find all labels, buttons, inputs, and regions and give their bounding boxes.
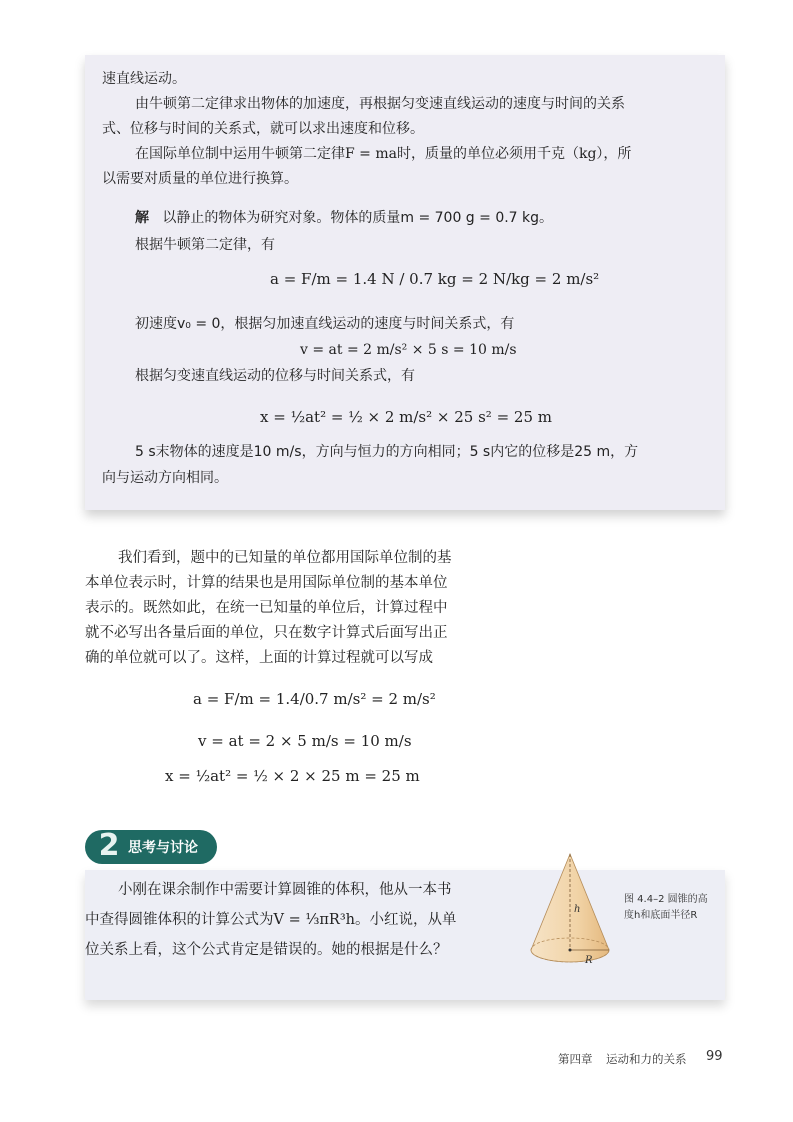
page-number: 99 [706, 1049, 723, 1064]
cone-figure [525, 850, 615, 975]
solution-label: 解 [135, 210, 149, 226]
example-line-4: 在国际单位制中运用牛顿第二定律F = ma时，质量的单位必须用千克（kg），所 [135, 146, 632, 162]
body-line-2: 本单位表示时，计算的结果也是用国际单位制的基本单位 [85, 575, 448, 591]
example-line-1: 速直线运动。 [102, 71, 186, 87]
figure-caption: 图 4.4–2 圆锥的高度h和底面半径R [624, 894, 708, 921]
equation-acceleration: a = F/m = 1.4 N / 0.7 kg = 2 N/kg = 2 m/s² [270, 270, 600, 288]
body-line-4: 就不必写出各量后面的单位，只在数字计算式后面写出正 [85, 625, 448, 641]
footer-chapter-title: 运动和力的关系 [606, 1052, 687, 1066]
conclusion-line-1: 5 s末物体的速度是10 m/s，方向与恒力的方向相同；5 s内它的位移是25 m，方 [135, 444, 639, 460]
equation-velocity: v = at = 2 m/s² × 5 s = 10 m/s [300, 342, 517, 358]
example-line-2: 由牛顿第二定律求出物体的加速度，再根据匀变速直线运动的速度与时间的关系 [135, 96, 625, 112]
v0-line: 初速度v₀ = 0，根据匀加速直线运动的速度与时间关系式，有 [135, 316, 515, 332]
cone-radius-label: R [585, 955, 593, 966]
displacement-line: 根据匀变速直线运动的位移与时间关系式，有 [135, 368, 415, 384]
equation-acceleration-simplified: a = F/m = 1.4/0.7 m/s² = 2 m/s² [193, 690, 436, 708]
body-line-5: 确的单位就可以了。这样，上面的计算过程就可以写成 [85, 650, 433, 666]
body-line-1: 我们看到，题中的已知量的单位都用国际单位制的基 [118, 550, 452, 566]
solution-line [135, 208, 553, 228]
discussion-line-3: 位关系上看，这个公式肯定是错误的。她的根据是什么？ [85, 942, 448, 958]
discussion-title: 思考与讨论 [128, 840, 198, 856]
equation-displacement-simplified: x = ½at² = ½ × 2 × 25 m = 25 m [165, 767, 420, 785]
equation-displacement: x = ½at² = ½ × 2 m/s² × 25 s² = 25 m [260, 408, 552, 426]
solution-text: 以静止的物体为研究对象。物体的质量m = 700 g = 0.7 kg。 [162, 210, 554, 226]
example-line-3: 式、位移与时间的关系式，就可以求出速度和位移。 [102, 121, 424, 137]
footer-chapter: 第四章 [558, 1052, 593, 1066]
discussion-line-2: 中查得圆锥体积的计算公式为V = ⅓πR³h。小红说，从单 [85, 912, 457, 928]
discussion-line-1: 小刚在课余制作中需要计算圆锥的体积，他从一本书 [118, 882, 452, 898]
cone-height-label: h [574, 904, 581, 915]
conclusion-line-2: 向与运动方向相同。 [102, 470, 228, 486]
discussion-badge-number: 2 [98, 828, 120, 863]
body-line-3: 表示的。既然如此，在统一已知量的单位后，计算过程中 [85, 600, 448, 616]
example-line-5: 以需要对质量的单位进行换算。 [102, 171, 298, 187]
equation-velocity-simplified: v = at = 2 × 5 m/s = 10 m/s [198, 732, 412, 750]
newton-line: 根据牛顿第二定律，有 [135, 237, 275, 253]
